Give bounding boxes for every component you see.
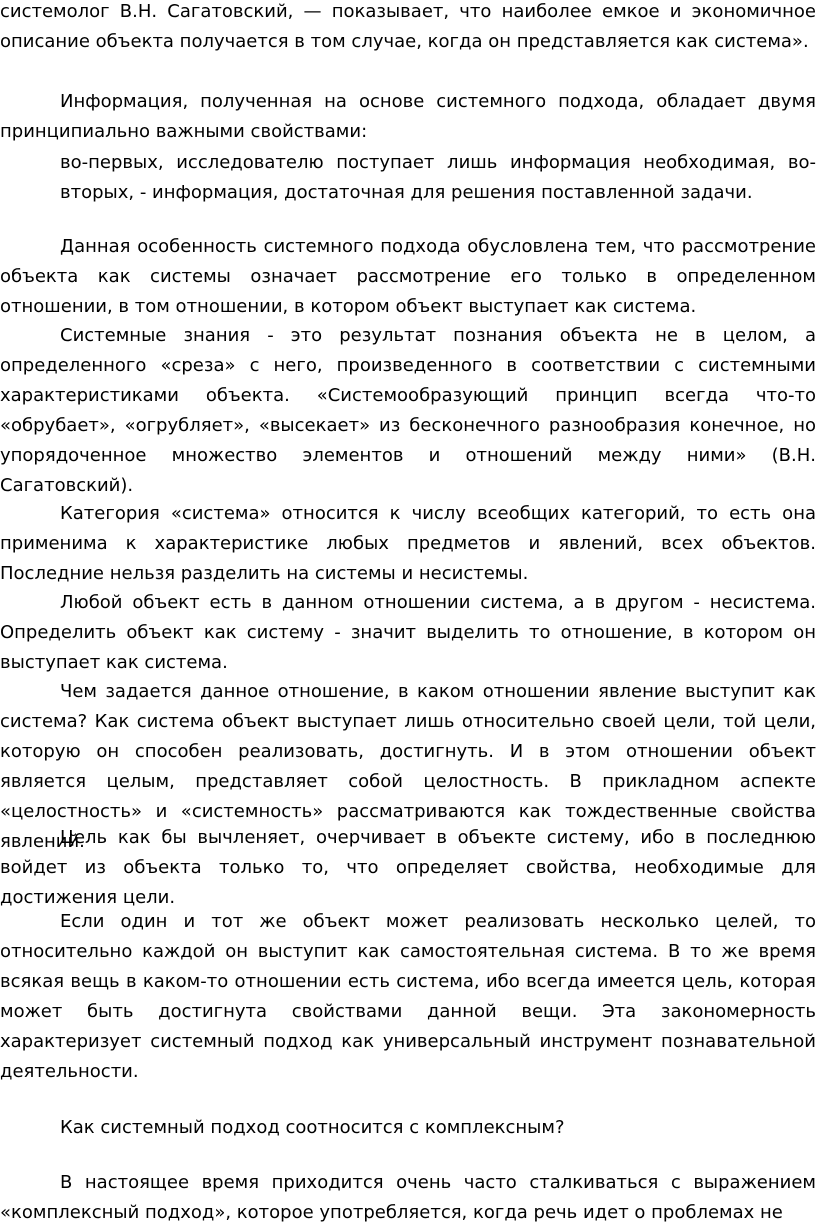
- paragraph-10: Если один и тот же объект может реализовать несколько целей, то относительно каждой он выступит как самостоятельная система. В то же время всякая вещь в каком-то отношении есть система, ибо всегда имеется цель, которая может быть достигнута свойствами данной вещи. Эта закономерность характеризует системный подход как универсальный инструмент познавательной деятельности.: [0, 911, 816, 1082]
- paragraph-9: Цель как бы вычленяет, очерчивает в объекте систему, ибо в последнюю войдет из объекта только то, что определяет свойства, необходимые для достижения цели.: [0, 827, 816, 908]
- paragraph-6: Категория «система» относится к числу всеобщих категорий, то есть она применима к характеристике любых предметов и явлений, всех объектов. Последние нельзя разделить на системы и несистемы.: [0, 503, 816, 584]
- section-question-heading: Как системный подход соотносится с комплексным?: [60, 1117, 565, 1138]
- paragraph-5: Системные знания - это результат познания объекта не в целом, а определенного «среза» с него, произведенного в соответствии с системными характеристиками объекта. «Системообразующий принцип всегда что-то «обрубает», «огрубляет», «высекает» из бесконечного разнообразия конечное, но упорядоченное множество элементов и отношений между ними» (В.Н. Сагатовский).: [0, 325, 816, 496]
- paragraph-2: Информация, полученная на основе системного подхода, обладает двумя принципиально важными свойствами:: [0, 91, 816, 142]
- paragraph-3-quote: во-первых, исследователю поступает лишь информация необходимая, во-вторых, - информация, достаточная для решения поставленной задачи.: [60, 152, 816, 203]
- paragraph-1: системолог В.Н. Сагатовский, — показывает, что наиболее емкое и экономичное описание объекта получается в том случае, когда он представляется как система».: [0, 1, 816, 52]
- paragraph-4: Данная особенность системного подхода обусловлена тем, что рассмотрение объекта как системы означает рассмотрение его только в определенном отношении, в том отношении, в котором объект выступает как система.: [0, 236, 816, 317]
- paragraph-11: В настоящее время приходится очень часто сталкиваться с выражением «комплексный подход», которое употребляется, когда речь идет о проблемах не: [0, 1172, 816, 1223]
- paragraph-8: Чем задается данное отношение, в каком отношении явление выступит как система? Как система объект выступает лишь относительно своей цели, той цели, которую он способен реализовать, достигнуть. И в этом отношении объект является целым, представляет собой целостность. В прикладном аспекте «целостность» и «системность» рассматриваются как тождественные свойства явлений.: [0, 681, 816, 852]
- paragraph-7: Любой объект есть в данном отношении система, а в другом - несистема. Определить объект как систему - значит выделить то отношение, в котором он выступает как система.: [0, 592, 816, 673]
